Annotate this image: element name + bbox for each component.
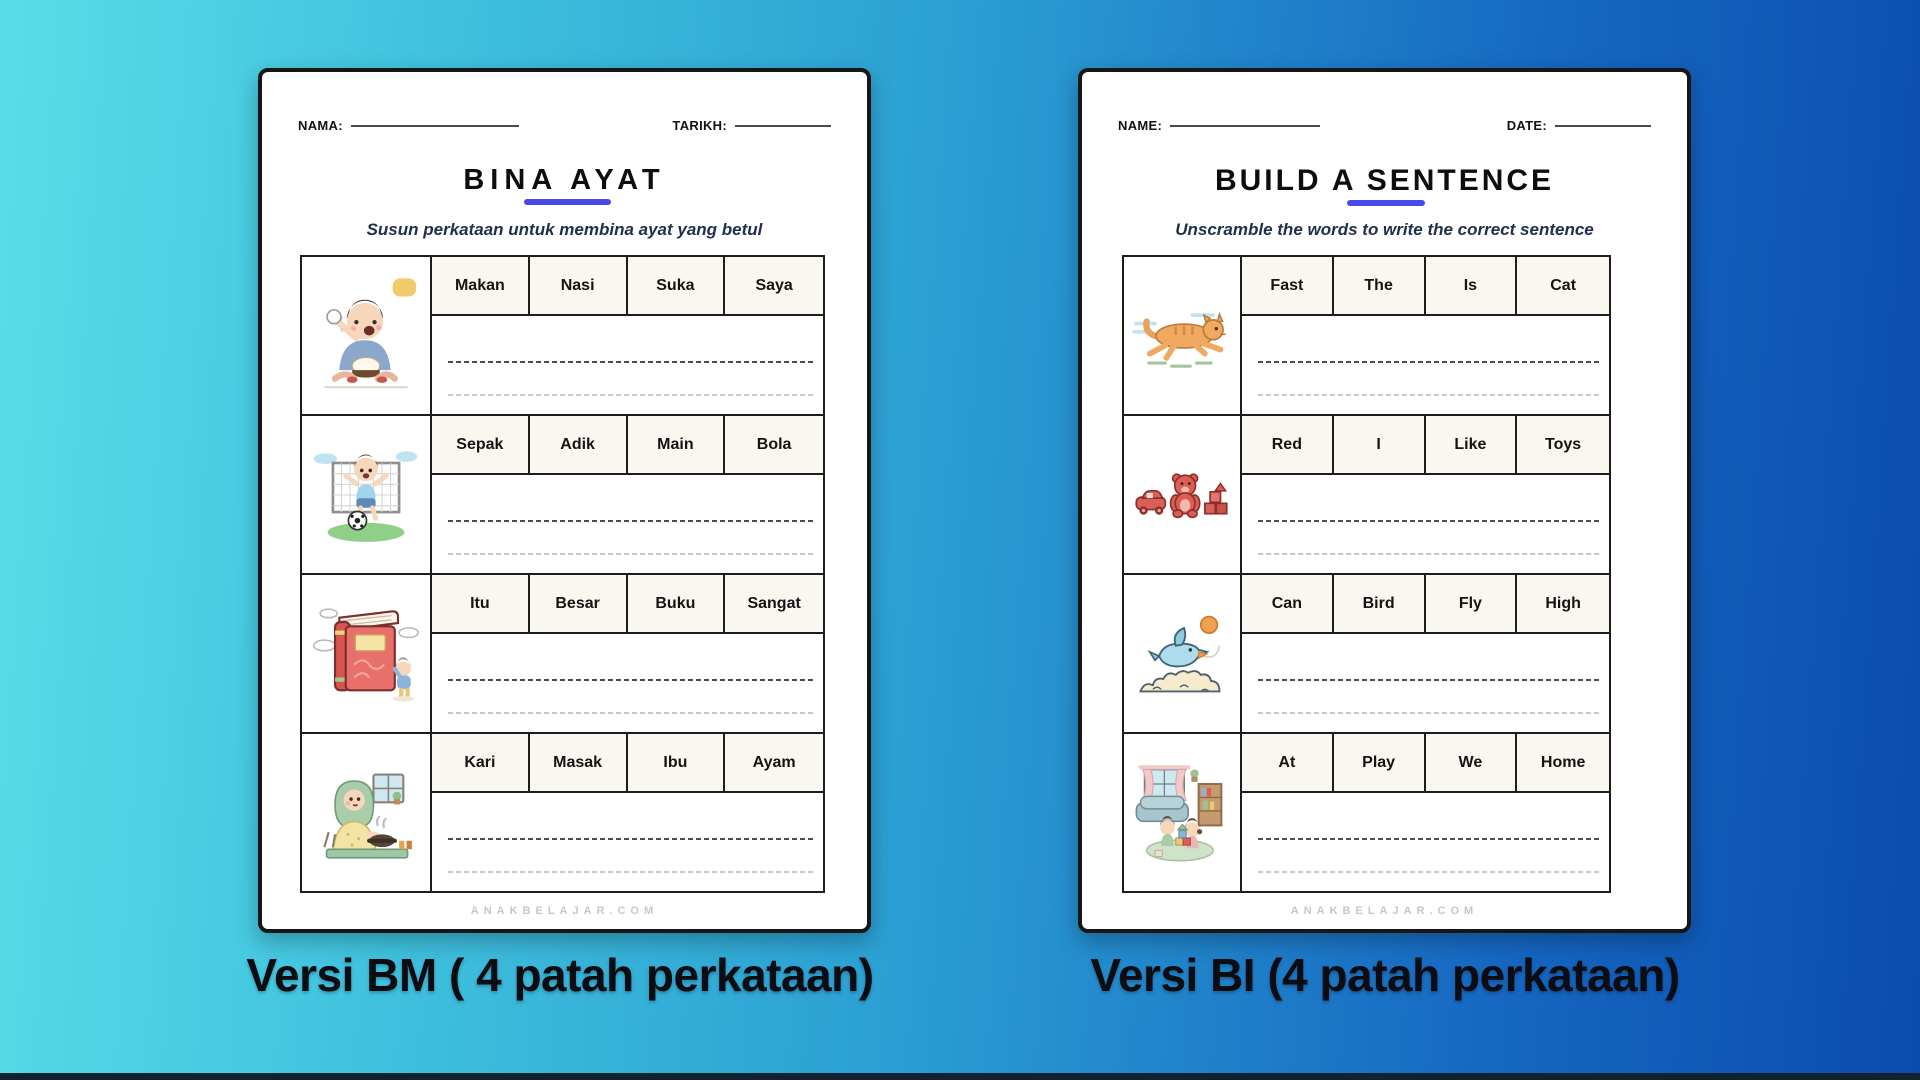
table-row — [1124, 575, 1609, 734]
date-label: DATE: — [1506, 118, 1547, 133]
title-accent-underline — [524, 199, 611, 205]
writing-area — [432, 793, 823, 891]
word-cell: High — [1545, 594, 1581, 612]
mother-cooking-icon — [302, 734, 432, 891]
worksheet-subtitle: Unscramble the words to write the correct sentence — [1175, 220, 1594, 239]
writing-area — [1242, 793, 1609, 891]
writing-line — [448, 553, 813, 555]
word-cell: Suka — [628, 257, 726, 314]
word-strip — [1242, 416, 1609, 475]
flying-bird-illustration — [1130, 602, 1234, 706]
caption-versi-bm: Versi BM ( 4 patah perkataan) — [246, 949, 874, 1001]
writing-line — [448, 838, 813, 840]
row-right — [432, 416, 823, 573]
title-wrap — [262, 164, 867, 197]
red-toys-icon — [1124, 416, 1242, 573]
word-cell: Ibu — [628, 734, 726, 791]
writing-line — [448, 394, 813, 396]
writing-area — [1242, 634, 1609, 732]
writing-line — [448, 520, 813, 522]
table-row — [302, 734, 823, 891]
boy-eating-rice-illustration — [307, 272, 425, 400]
writing-line — [448, 871, 813, 873]
writing-line — [1258, 679, 1599, 681]
name-field — [1118, 118, 1320, 133]
word-strip — [1242, 575, 1609, 634]
website-footer: ANAKBELAJAR.COM — [470, 905, 659, 917]
running-cat-icon — [1124, 257, 1242, 414]
date-field — [672, 118, 831, 133]
word-cell: Cat — [1550, 276, 1577, 294]
worksheet-title-text: BUILD A SENTENCE — [1214, 164, 1555, 197]
word-cell: Makan — [432, 257, 530, 314]
word-cell: Can — [1242, 575, 1334, 632]
writing-line — [448, 712, 813, 714]
word-cell: Buku — [628, 575, 726, 632]
writing-line — [1258, 361, 1599, 363]
writing-line — [1258, 871, 1599, 873]
row-right — [1242, 257, 1609, 414]
date-entry-line — [735, 125, 831, 127]
name-field — [298, 118, 519, 133]
giant-red-book-icon — [302, 575, 432, 732]
word-cell: Red — [1242, 416, 1334, 473]
word-strip — [432, 734, 823, 793]
word-strip — [1242, 734, 1609, 793]
kids-playing-at-home-icon — [1124, 734, 1242, 891]
bottom-edge-bar — [0, 1073, 1920, 1080]
writing-line — [448, 679, 813, 681]
word-cell: Fast — [1242, 257, 1334, 314]
name-entry-line — [1170, 125, 1320, 127]
writing-area — [1242, 475, 1609, 573]
word-cell: Besar — [530, 575, 628, 632]
website-footer: ANAKBELAJAR.COM — [1290, 905, 1479, 917]
word-cell: Saya — [755, 276, 793, 294]
title-accent-underline — [1347, 200, 1425, 206]
table-row — [302, 575, 823, 734]
word-cell: Kari — [432, 734, 530, 791]
table-row — [1124, 257, 1609, 416]
row-right — [432, 575, 823, 732]
row-right — [1242, 416, 1609, 573]
word-cell: Is — [1426, 257, 1518, 314]
name-label: NAMA: — [298, 118, 343, 133]
word-cell: Like — [1426, 416, 1518, 473]
date-label: TARIKH: — [672, 118, 727, 133]
kids-playing-at-home-illustration — [1130, 757, 1234, 869]
writing-line — [1258, 712, 1599, 714]
word-cell: Home — [1540, 753, 1586, 771]
date-field — [1507, 118, 1651, 133]
word-cell: At — [1242, 734, 1334, 791]
giant-red-book-illustration — [307, 590, 425, 718]
word-strip — [1242, 257, 1609, 316]
word-cell: Itu — [432, 575, 530, 632]
worksheet-bi — [1078, 68, 1691, 933]
mother-cooking-illustration — [307, 749, 425, 877]
writing-line — [1258, 520, 1599, 522]
word-cell: We — [1426, 734, 1518, 791]
row-right — [432, 257, 823, 414]
worksheet-title — [1215, 164, 1554, 198]
worksheet-header — [298, 118, 831, 133]
exercise-table — [1122, 255, 1611, 893]
writing-line — [1258, 394, 1599, 396]
writing-line — [448, 361, 813, 363]
writing-line — [1258, 838, 1599, 840]
row-right — [1242, 734, 1609, 891]
caption-versi-bi: Versi BI (4 patah perkataan) — [1090, 949, 1680, 1001]
worksheet-bm — [258, 68, 871, 933]
table-row — [1124, 734, 1609, 891]
word-cell: Adik — [530, 416, 628, 473]
word-cell: Toys — [1545, 435, 1582, 453]
table-row — [1124, 416, 1609, 575]
word-cell: Sepak — [432, 416, 530, 473]
name-label: NAME: — [1118, 118, 1163, 133]
writing-line — [1258, 553, 1599, 555]
word-cell: Nasi — [530, 257, 628, 314]
running-cat-illustration — [1130, 284, 1234, 388]
worksheet-subtitle: Susun perkataan untuk membina ayat yang betul — [366, 220, 763, 239]
date-entry-line — [1555, 125, 1651, 127]
word-cell: Sangat — [747, 594, 801, 612]
worksheet-title-text: BINA AYAT — [463, 164, 666, 196]
word-strip — [432, 257, 823, 316]
table-row — [302, 416, 823, 575]
boy-playing-football-illustration — [307, 431, 425, 559]
word-strip — [432, 575, 823, 634]
boy-playing-football-icon — [302, 416, 432, 573]
word-cell: Main — [628, 416, 726, 473]
word-cell: Play — [1334, 734, 1426, 791]
word-cell: Bird — [1334, 575, 1426, 632]
writing-area — [432, 634, 823, 732]
red-toys-illustration — [1130, 443, 1234, 547]
row-right — [432, 734, 823, 891]
name-entry-line — [351, 125, 519, 127]
title-wrap — [1082, 164, 1687, 198]
writing-area — [432, 475, 823, 573]
worksheet-title — [463, 164, 665, 197]
word-cell: Fly — [1426, 575, 1518, 632]
word-cell: I — [1334, 416, 1426, 473]
exercise-table — [300, 255, 825, 893]
word-cell: Bola — [756, 435, 792, 453]
flying-bird-icon — [1124, 575, 1242, 732]
writing-area — [432, 316, 823, 414]
word-strip — [432, 416, 823, 475]
word-cell: The — [1334, 257, 1426, 314]
table-row — [302, 257, 823, 416]
row-right — [1242, 575, 1609, 732]
word-cell: Ayam — [752, 753, 796, 771]
boy-eating-rice-icon — [302, 257, 432, 414]
word-cell: Masak — [530, 734, 628, 791]
worksheet-header — [1118, 118, 1651, 133]
writing-area — [1242, 316, 1609, 414]
